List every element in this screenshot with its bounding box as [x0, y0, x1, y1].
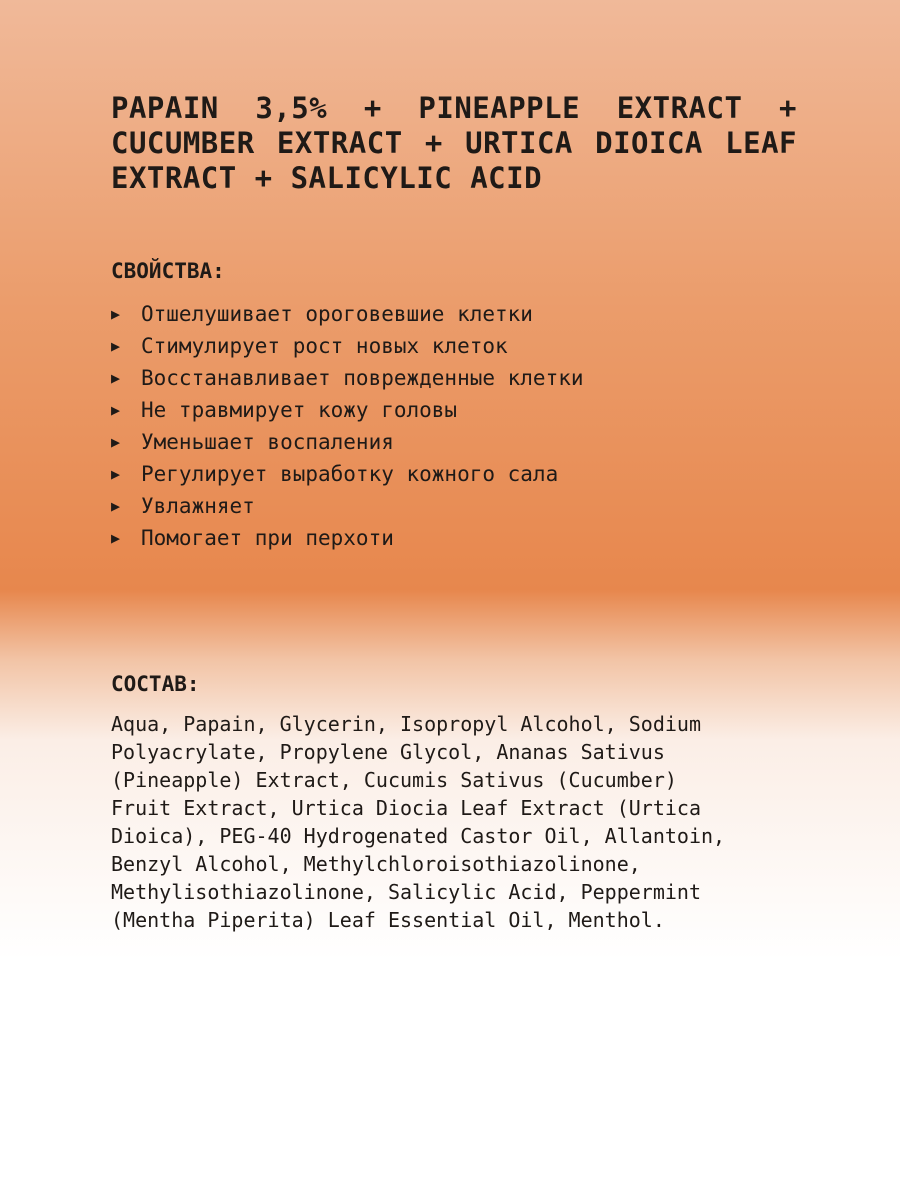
triangle-right-icon: ▶	[111, 305, 121, 323]
list-item	[111, 362, 584, 394]
ingredients-headline: PAPAIN 3,5% + PINEAPPLE EXTRACT + CUCUMBER EXTRACT + URTICA DIOICA LEAF EXTRACT + SALICYLIC ACID	[111, 91, 797, 195]
triangle-right-icon: ▶	[111, 369, 121, 387]
property-text: Не травмирует кожу головы	[141, 398, 458, 422]
product-info-page	[111, 0, 797, 1200]
list-item	[111, 298, 584, 330]
list-item	[111, 490, 584, 522]
list-item	[111, 458, 584, 490]
list-item	[111, 522, 584, 554]
properties-title: СВОЙСТВА:	[111, 259, 225, 283]
composition-title: СОСТАВ:	[111, 672, 200, 696]
property-text: Восстанавливает поврежденные клетки	[141, 366, 584, 390]
list-item	[111, 330, 584, 362]
property-text: Помогает при перхоти	[141, 526, 394, 550]
property-text: Отшелушивает ороговевшие клетки	[141, 302, 533, 326]
triangle-right-icon: ▶	[111, 497, 121, 515]
triangle-right-icon: ▶	[111, 465, 121, 483]
triangle-right-icon: ▶	[111, 401, 121, 419]
property-text: Стимулирует рост новых клеток	[141, 334, 508, 358]
composition-text: Aqua, Papain, Glycerin, Isopropyl Alcohol, Sodium Polyacrylate, Propylene Glycol, Ananas Sativus (Pineapple) Extract, Cucumis Sativus (Cucumber) Fruit Extract, Urtica Diocia Leaf Extract (Urtica Dioica), PEG-40 Hydrogenated Castor Oil, Allantoin, Benzyl Alcohol, Methylchloroisothiazolinone, Methylisothiazolinone, Salicylic Acid, Peppermint (Mentha Piperita) Leaf Essential Oil, Menthol.	[111, 712, 726, 932]
property-text: Увлажняет	[141, 494, 255, 518]
triangle-right-icon: ▶	[111, 433, 121, 451]
list-item	[111, 394, 584, 426]
list-item	[111, 426, 584, 458]
triangle-right-icon: ▶	[111, 529, 121, 547]
property-text: Регулирует выработку кожного сала	[141, 462, 559, 486]
triangle-right-icon: ▶	[111, 337, 121, 355]
property-text: Уменьшает воспаления	[141, 430, 394, 454]
properties-list	[111, 298, 584, 554]
